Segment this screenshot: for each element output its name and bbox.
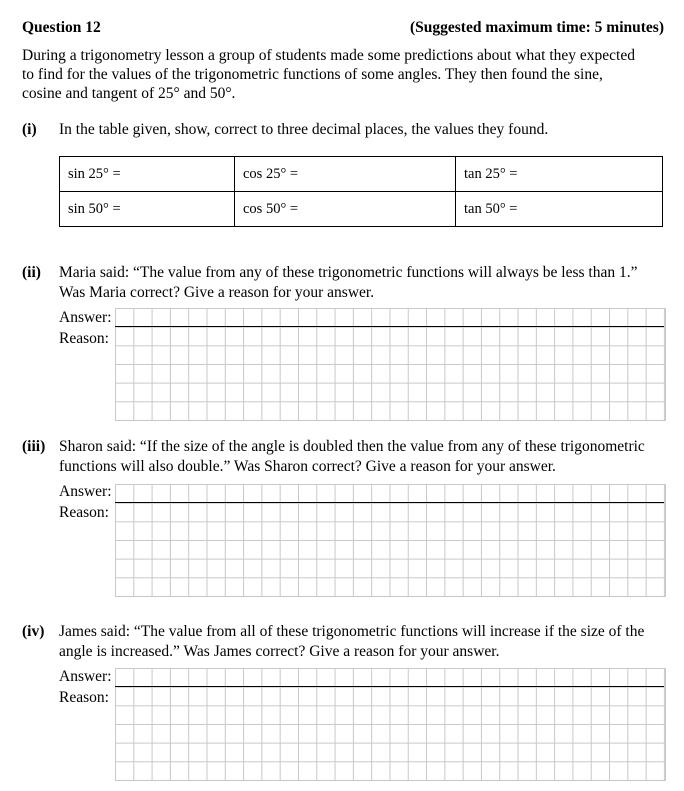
answer-label: Answer: [59,309,112,326]
intro-line: cosine and tangent of 25° and 50°. [22,85,236,102]
part-iii-answer-grid[interactable] [115,484,666,597]
reason-label: Reason: [59,330,109,347]
answer-line [115,502,664,503]
part-iii-line: functions will also double.” Was Sharon correct? Give a reason for your answer. [59,458,556,475]
table-row [60,157,663,192]
question-title: Question 12 [22,19,101,36]
table-row [60,192,663,227]
question-header [22,18,664,37]
part-i-number: (i) [22,121,37,138]
answer-label: Answer: [59,668,112,685]
sin25-cell[interactable]: sin 25° = [60,157,235,192]
answer-label: Answer: [59,483,112,500]
answer-line [115,326,664,327]
sin50-cell[interactable]: sin 50° = [60,192,235,227]
part-iv-line: James said: “The value from all of these trigonometric functions will increase if the size of the [59,623,645,640]
values-table [59,156,663,227]
part-iii-number: (iii) [22,438,46,455]
part-iii-line: Sharon said: “If the size of the angle is doubled then the value from any of these trigonometric [59,438,645,455]
part-ii-line: Was Maria correct? Give a reason for your answer. [59,284,375,301]
intro-line: to find for the values of the trigonometric functions of some angles. They then found the sine, [22,66,603,83]
answer-line [115,686,664,687]
tan25-cell[interactable]: tan 25° = [456,157,663,192]
suggested-time: (Suggested maximum time: 5 minutes) [409,19,664,36]
part-i-text: In the table given, show, correct to three decimal places, the values they found. [59,121,549,138]
part-ii-line: Maria said: “The value from any of these trigonometric functions will always be less than 1.” [59,264,638,281]
question-intro [22,46,662,103]
tan50-cell[interactable]: tan 50° = [456,192,663,227]
part-ii-answer-grid[interactable] [115,308,666,421]
intro-line: During a trigonometry lesson a group of students made some predictions about what they expected [22,47,635,64]
reason-label: Reason: [59,689,109,706]
reason-label: Reason: [59,504,109,521]
part-ii-number: (ii) [22,264,41,281]
cos25-cell[interactable]: cos 25° = [235,157,456,192]
part-iv-answer-grid[interactable] [115,668,666,781]
part-iv-line: angle is increased.” Was James correct? Give a reason for your answer. [59,643,500,660]
cos50-cell[interactable]: cos 50° = [235,192,456,227]
part-iv-number: (iv) [22,623,45,640]
